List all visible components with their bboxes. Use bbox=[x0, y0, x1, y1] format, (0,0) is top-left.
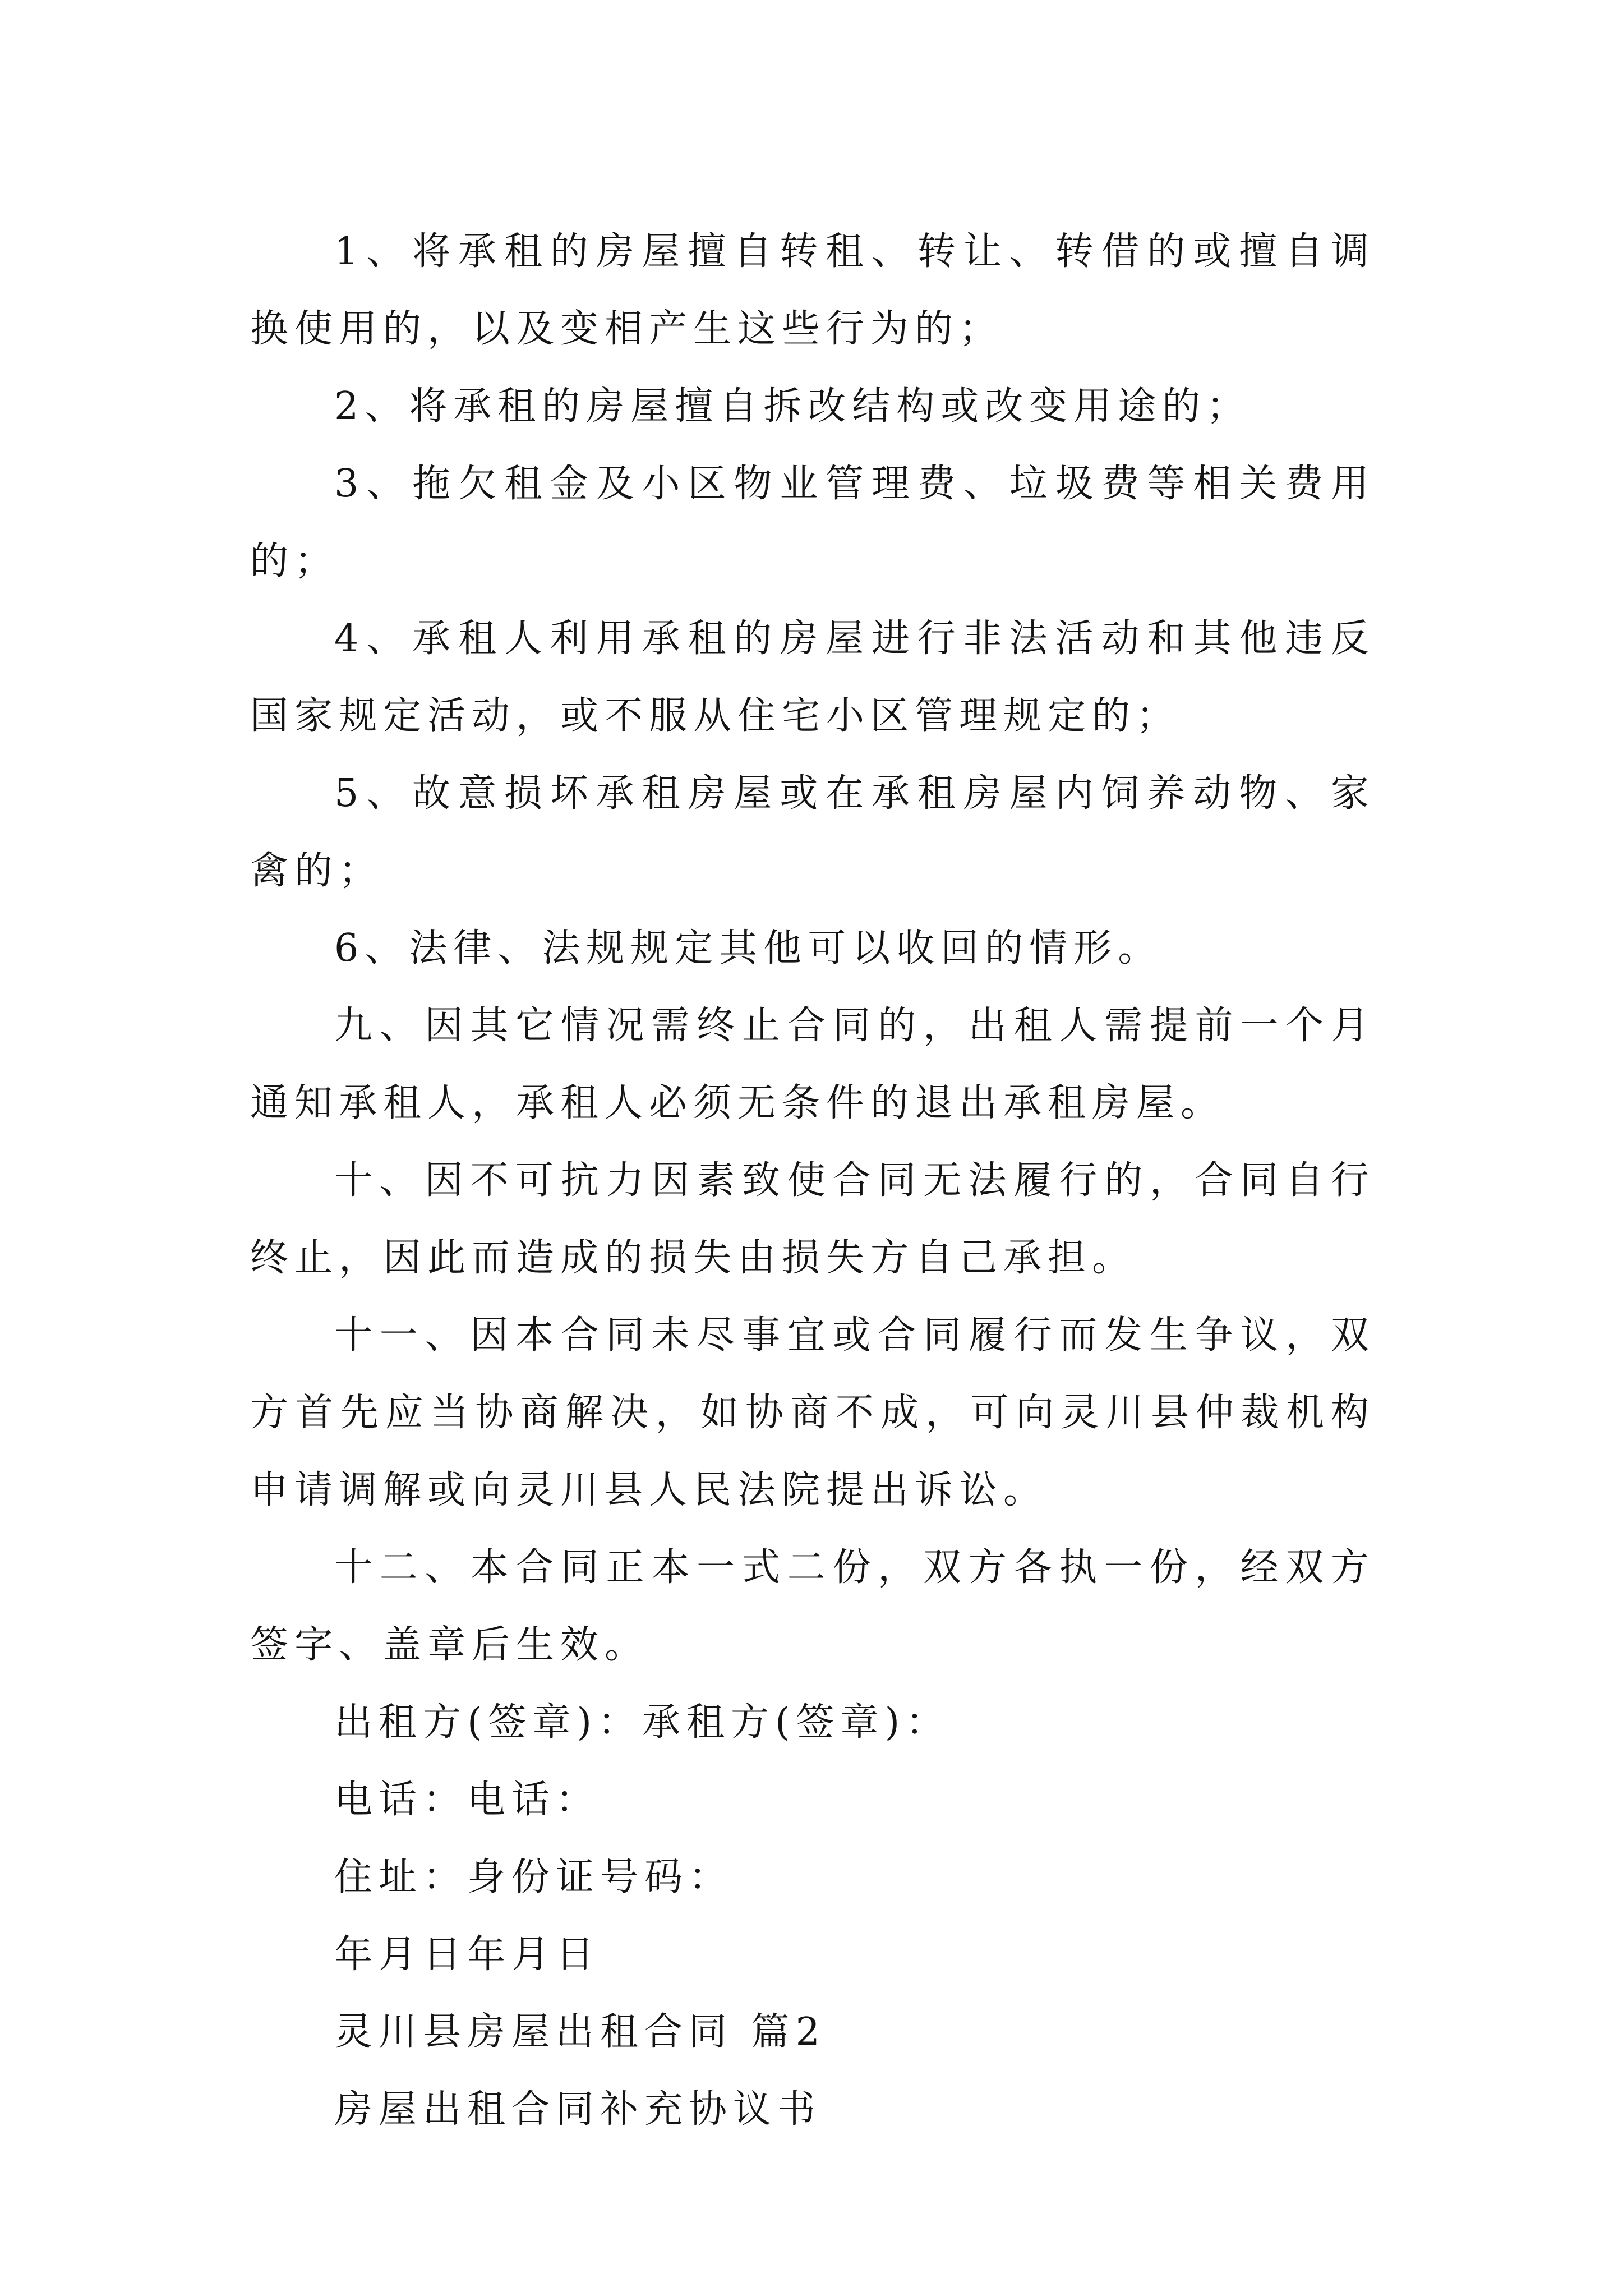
address-id-line: 住址：身份证号码： bbox=[334, 1855, 734, 1899]
article-9: 九、因其它情况需终止合同的，出租人需提前一个月通知承租人，承租人必须无条件的退出承租房屋。 bbox=[250, 1004, 1375, 1125]
clause-2: 2、将承租的房屋擅自拆改结构或改变用途的； bbox=[334, 384, 1251, 429]
clause-6: 6、法律、法规规定其他可以收回的情形。 bbox=[334, 926, 1163, 970]
supplement-title: 房屋出租合同补充协议书 bbox=[334, 2087, 822, 2132]
article-10: 十、因不可抗力因素致使合同无法履行的，合同自行终止，因此而造成的损失由损失方自己承担。 bbox=[250, 1158, 1375, 1280]
phone-line: 电话：电话： bbox=[334, 1778, 601, 1822]
date-line: 年月日年月日 bbox=[334, 1932, 601, 1977]
signature-line: 出租方(签章)：承租方(签章)： bbox=[334, 1700, 951, 1745]
article-11: 十一、因本合同未尽事宜或合同履行而发生争议，双方首先应当协商解决，如协商不成，可向灵川县仲裁机构申请调解或向灵川县人民法院提出诉讼。 bbox=[250, 1313, 1375, 1512]
article-12: 十二、本合同正本一式二份，双方各执一份，经双方签字、盖章后生效。 bbox=[250, 1545, 1375, 1667]
clause-4: 4、承租人利用承租的房屋进行非法活动和其他违反国家规定活动，或不服从住宅小区管理规定的； bbox=[250, 616, 1375, 738]
section-title: 灵川县房屋出租合同 篇2 bbox=[334, 2010, 826, 2054]
clause-1: 1、将承租的房屋擅自转租、转让、转借的或擅自调换使用的，以及变相产生这些行为的； bbox=[250, 229, 1375, 351]
document-body bbox=[250, 213, 1375, 2148]
clause-5: 5、故意损坏承租房屋或在承租房屋内饲养动物、家禽的； bbox=[250, 771, 1375, 893]
clause-3: 3、拖欠租金及小区物业管理费、垃圾费等相关费用的； bbox=[250, 462, 1375, 583]
